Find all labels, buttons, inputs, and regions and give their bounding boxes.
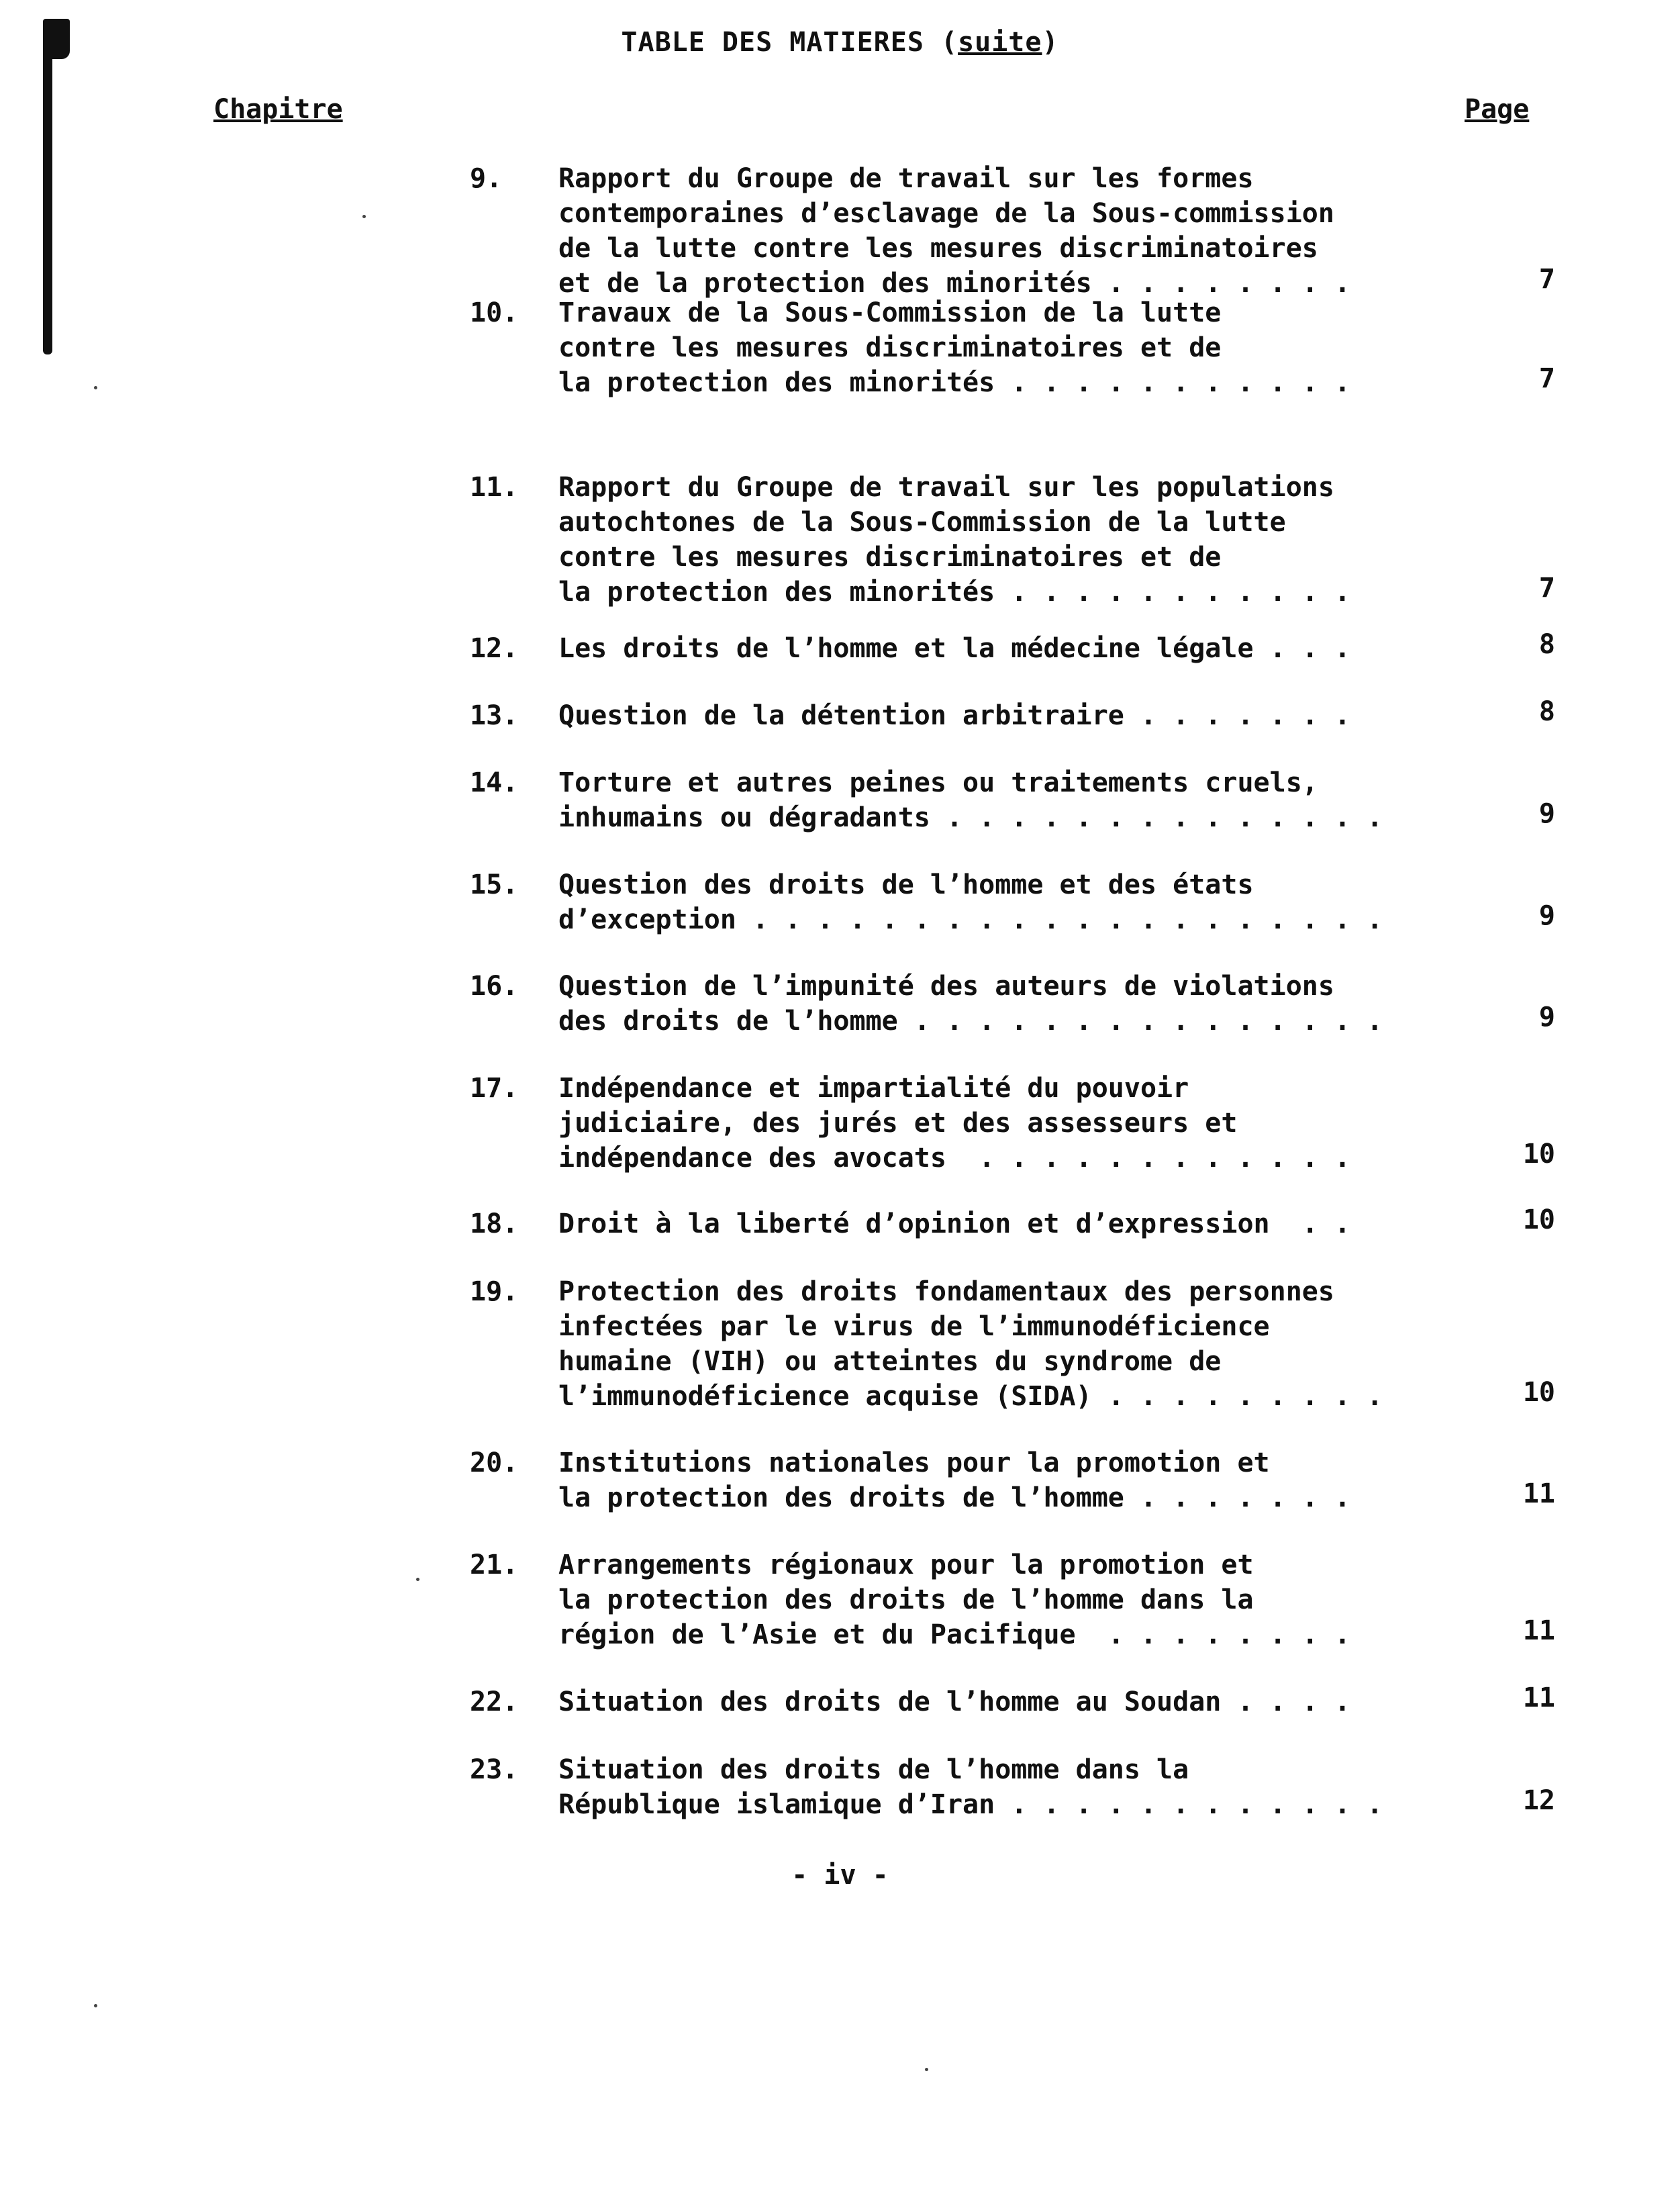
scan-speck [416,1578,419,1581]
chapter-number: 18. [470,1208,519,1239]
chapter-number: 10. [470,297,519,328]
chapter-title-line: Travaux de la Sous-Commission de la lutte [558,297,1222,328]
chapter-title [558,1445,1351,1515]
scan-speck [925,2068,928,2071]
binding-mark [43,19,52,354]
chapter-number: 11. [470,472,519,503]
page-number: 7 [1538,573,1555,604]
chapter-number: 16. [470,971,519,1002]
chapter-title [558,470,1351,610]
page-number: 8 [1538,629,1555,660]
chapter-title-line: la protection des minorités . . . . . . . . . . . [558,367,1351,398]
page-number: 10 [1522,1204,1555,1235]
page-number: 9 [1538,1002,1555,1033]
chapter-number: 17. [470,1073,519,1104]
page-number: 12 [1522,1785,1555,1816]
chapter-title-line: autochtones de la Sous-Commission de la lutte [558,507,1286,538]
chapter-title-line: la protection des droits de l’homme . . . . . . . [558,1482,1351,1513]
chapter-title [558,698,1351,733]
chapter-title-line: la protection des droits de l’homme dans la [558,1584,1254,1615]
chapter-title-line: inhumains ou dégradants . . . . . . . . . . . . . . [558,802,1383,833]
chapter-title-line: des droits de l’homme . . . . . . . . . . . . . . . [558,1006,1383,1037]
chapter-number: 23. [470,1754,519,1785]
chapter-title [558,1071,1351,1176]
page-number: 10 [1522,1377,1555,1408]
chapter-title-line: infectées par le virus de l’immunodéficience [558,1311,1270,1342]
chapter-title-line: et de la protection des minorités . . . . . . . . [558,268,1351,299]
chapter-title-line: Protection des droits fondamentaux des personnes [558,1276,1334,1307]
chapter-title-line: d’exception . . . . . . . . . . . . . . . . . . . . [558,904,1383,935]
chapter-title-line: Arrangements régionaux pour la promotion et [558,1550,1254,1580]
chapter-number: 12. [470,633,519,664]
chapter-number: 19. [470,1276,519,1307]
page-number-footer: - iv - [791,1860,889,1891]
chapter-title-line: Rapport du Groupe de travail sur les formes [558,163,1254,194]
chapter-title [558,765,1383,835]
chapter-title-line: Question des droits de l’homme et des états [558,869,1254,900]
chapter-title-line: Les droits de l’homme et la médecine légale . . . [558,633,1351,664]
page-number: 9 [1538,900,1555,931]
chapter-number: 14. [470,767,519,798]
page-number: 9 [1538,798,1555,829]
chapter-title-line: Question de la détention arbitraire . . . . . . . [558,700,1351,731]
page-title: TABLE DES MATIERES (suite) [621,27,1059,58]
chapter-title [558,969,1383,1039]
chapter-number: 20. [470,1447,519,1478]
chapter-title [558,1274,1383,1414]
chapter-title [558,1752,1383,1822]
chapter-title-line: Question de l’impunité des auteurs de violations [558,971,1334,1002]
chapitre-header: Chapitre [213,94,343,125]
chapter-title [558,1206,1351,1241]
chapter-title [558,1548,1351,1652]
page-number: 7 [1538,363,1555,394]
chapter-title [558,161,1351,301]
scan-speck [94,386,97,389]
chapter-title-line: région de l’Asie et du Pacifique . . . . . . . . [558,1619,1351,1650]
scan-speck [94,2004,97,2007]
chapter-number: 13. [470,700,519,731]
chapter-title [558,631,1351,666]
chapter-title-line: contre les mesures discriminatoires et de [558,542,1222,573]
page-number: 8 [1538,696,1555,727]
chapter-title-line: République islamique d’Iran . . . . . . . . . . . . [558,1789,1383,1820]
chapter-title-line: Indépendance et impartialité du pouvoir [558,1073,1189,1104]
chapter-number: 21. [470,1550,519,1580]
chapter-title [558,295,1351,400]
chapter-title-line: Situation des droits de l’homme dans la [558,1754,1189,1785]
page-header: Page [1465,94,1530,125]
chapter-title-line: contre les mesures discriminatoires et de [558,332,1222,363]
chapter-title-line: l’immunodéficience acquise (SIDA) . . . . . . . . . [558,1381,1383,1412]
chapter-title [558,867,1383,937]
page-number: 11 [1522,1615,1555,1646]
scan-speck [362,215,366,218]
chapter-title-line: la protection des minorités . . . . . . . . . . . [558,577,1351,608]
chapter-title-line: Rapport du Groupe de travail sur les populations [558,472,1334,503]
chapter-title [558,1684,1351,1719]
chapter-number: 15. [470,869,519,900]
chapter-title-line: judiciaire, des jurés et des assesseurs et [558,1108,1238,1139]
chapter-title-line: de la lutte contre les mesures discriminatoires [558,233,1318,264]
chapter-title-line: Droit à la liberté d’opinion et d’expression . . [558,1208,1351,1239]
chapter-number: 9. [470,163,503,194]
chapter-title-line: Torture et autres peines ou traitements cruels, [558,767,1318,798]
page-number: 10 [1522,1139,1555,1170]
chapter-title-line: contemporaines d’esclavage de la Sous-commission [558,198,1334,229]
chapter-title-line: Institutions nationales pour la promotion et [558,1447,1270,1478]
page-number: 11 [1522,1682,1555,1713]
chapter-number: 22. [470,1686,519,1717]
chapter-title-line: humaine (VIH) ou atteintes du syndrome de [558,1346,1222,1377]
chapter-title-line: Situation des droits de l’homme au Soudan . . . . [558,1686,1351,1717]
page-number: 7 [1538,264,1555,295]
chapter-title-line: indépendance des avocats . . . . . . . . . . . . [558,1143,1351,1174]
page-number: 11 [1522,1478,1555,1509]
